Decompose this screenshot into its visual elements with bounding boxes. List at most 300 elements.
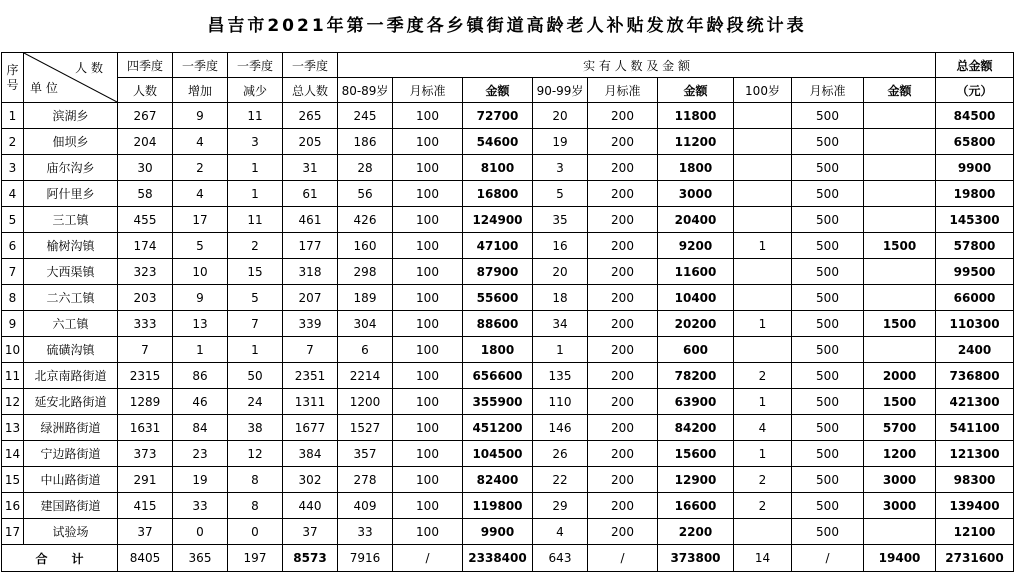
- cell-m90: 11600: [658, 259, 734, 285]
- cell-s100: 500: [792, 389, 864, 415]
- cell-s100: 500: [792, 337, 864, 363]
- cell-a100: [734, 207, 792, 233]
- cell-s90: 200: [588, 129, 658, 155]
- table-row: [2, 467, 1014, 493]
- cell-sum: 139400: [936, 493, 1014, 519]
- cell-sum: 541100: [936, 415, 1014, 441]
- cell-unit: 北京南路街道: [24, 363, 118, 389]
- cell-a80: 245: [338, 103, 393, 129]
- cell-a100: 2: [734, 363, 792, 389]
- cell-s100: 500: [792, 285, 864, 311]
- cell-add: 5: [173, 233, 228, 259]
- cell-a90: 18: [533, 285, 588, 311]
- q4-header: 四季度: [118, 53, 173, 78]
- total-row: [2, 545, 1014, 572]
- cell-a90: 29: [533, 493, 588, 519]
- total-cell-a80: 7916: [338, 545, 393, 572]
- cell-s100: 500: [792, 129, 864, 155]
- table-row: [2, 103, 1014, 129]
- cell-s90: 200: [588, 363, 658, 389]
- cell-m90: 20200: [658, 311, 734, 337]
- total-cell-a100: 14: [734, 545, 792, 572]
- cell-m100: 3000: [864, 493, 936, 519]
- total-cell-a90: 643: [533, 545, 588, 572]
- cell-dec: 24: [228, 389, 283, 415]
- cell-s90: 200: [588, 285, 658, 311]
- total-cell-add: 365: [173, 545, 228, 572]
- table-row: [2, 259, 1014, 285]
- cell-total: 37: [283, 519, 338, 545]
- cell-add: 2: [173, 155, 228, 181]
- cell-a100: 1: [734, 441, 792, 467]
- cell-dec: 1: [228, 155, 283, 181]
- cell-m80: 55600: [463, 285, 533, 311]
- cell-m100: 3000: [864, 467, 936, 493]
- q4-subheader: 人数: [118, 78, 173, 103]
- cell-s80: 100: [393, 441, 463, 467]
- total-cell-dec: 197: [228, 545, 283, 572]
- cell-dec: 15: [228, 259, 283, 285]
- cell-s90: 200: [588, 233, 658, 259]
- header-row-1: [2, 53, 1014, 78]
- cell-seq: 6: [2, 233, 24, 259]
- cell-s100: 500: [792, 181, 864, 207]
- cell-m90: 1800: [658, 155, 734, 181]
- cell-m90: 3000: [658, 181, 734, 207]
- cell-add: 4: [173, 181, 228, 207]
- total-cell-q4: 8405: [118, 545, 173, 572]
- cell-m80: 47100: [463, 233, 533, 259]
- cell-s90: 200: [588, 441, 658, 467]
- total-cell-s100: /: [792, 545, 864, 572]
- table-row: [2, 207, 1014, 233]
- add-header: 一季度: [173, 53, 228, 78]
- add-subheader: 增加: [173, 78, 228, 103]
- cell-add: 4: [173, 129, 228, 155]
- cell-dec: 5: [228, 285, 283, 311]
- cell-m80: 9900: [463, 519, 533, 545]
- total-cell-total: 8573: [283, 545, 338, 572]
- cell-a90: 4: [533, 519, 588, 545]
- table-row: [2, 311, 1014, 337]
- cell-q4: 58: [118, 181, 173, 207]
- cell-a100: 2: [734, 467, 792, 493]
- cell-unit: 硫磺沟镇: [24, 337, 118, 363]
- cell-s80: 100: [393, 337, 463, 363]
- cell-q4: 174: [118, 233, 173, 259]
- table-row: [2, 363, 1014, 389]
- cell-total: 265: [283, 103, 338, 129]
- cell-s80: 100: [393, 493, 463, 519]
- cell-unit: 阿什里乡: [24, 181, 118, 207]
- cell-total: 440: [283, 493, 338, 519]
- cell-seq: 9: [2, 311, 24, 337]
- cell-a80: 304: [338, 311, 393, 337]
- cell-s90: 200: [588, 259, 658, 285]
- cell-a90: 135: [533, 363, 588, 389]
- cell-sum: 57800: [936, 233, 1014, 259]
- cell-total: 61: [283, 181, 338, 207]
- cell-add: 46: [173, 389, 228, 415]
- cell-a80: 189: [338, 285, 393, 311]
- cell-sum: 65800: [936, 129, 1014, 155]
- cell-m100: 1500: [864, 233, 936, 259]
- cell-seq: 5: [2, 207, 24, 233]
- cell-q4: 7: [118, 337, 173, 363]
- cell-sum: 19800: [936, 181, 1014, 207]
- cell-m100: 1200: [864, 441, 936, 467]
- cell-s90: 200: [588, 207, 658, 233]
- cell-a90: 34: [533, 311, 588, 337]
- cell-sum: 12100: [936, 519, 1014, 545]
- cell-s100: 500: [792, 363, 864, 389]
- dec-subheader: 减少: [228, 78, 283, 103]
- cell-m90: 78200: [658, 363, 734, 389]
- cell-q4: 415: [118, 493, 173, 519]
- cell-s80: 100: [393, 103, 463, 129]
- cell-unit: 延安北路街道: [24, 389, 118, 415]
- cell-sum: 99500: [936, 259, 1014, 285]
- cell-a90: 110: [533, 389, 588, 415]
- cell-add: 13: [173, 311, 228, 337]
- cell-sum: 84500: [936, 103, 1014, 129]
- cell-q4: 2315: [118, 363, 173, 389]
- cell-s80: 100: [393, 363, 463, 389]
- cell-s90: 200: [588, 311, 658, 337]
- cell-s80: 100: [393, 415, 463, 441]
- cell-a80: 2214: [338, 363, 393, 389]
- cell-a80: 409: [338, 493, 393, 519]
- cell-s100: 500: [792, 259, 864, 285]
- cell-unit: 六工镇: [24, 311, 118, 337]
- cell-dec: 38: [228, 415, 283, 441]
- cell-s80: 100: [393, 155, 463, 181]
- cell-sum: 121300: [936, 441, 1014, 467]
- cell-s90: 200: [588, 519, 658, 545]
- table-row: [2, 285, 1014, 311]
- cell-q4: 204: [118, 129, 173, 155]
- cell-m90: 84200: [658, 415, 734, 441]
- cell-a100: [734, 285, 792, 311]
- total-cell-m90: 373800: [658, 545, 734, 572]
- header-row-2: [2, 78, 1014, 103]
- cell-seq: 4: [2, 181, 24, 207]
- cell-total: 1311: [283, 389, 338, 415]
- cell-unit: 宁边路街道: [24, 441, 118, 467]
- cell-q4: 333: [118, 311, 173, 337]
- cell-a90: 3: [533, 155, 588, 181]
- cell-a90: 26: [533, 441, 588, 467]
- cell-m80: 451200: [463, 415, 533, 441]
- sub-header-80: 80-89岁: [338, 78, 393, 103]
- cell-a90: 5: [533, 181, 588, 207]
- cell-unit: 绿洲路街道: [24, 415, 118, 441]
- cell-m80: 8100: [463, 155, 533, 181]
- cell-add: 84: [173, 415, 228, 441]
- cell-q4: 373: [118, 441, 173, 467]
- diag-bottom-label: 单 位: [30, 81, 58, 95]
- cell-m90: 9200: [658, 233, 734, 259]
- cell-total: 207: [283, 285, 338, 311]
- diagonal-header: [24, 53, 118, 103]
- cell-a100: [734, 155, 792, 181]
- cell-sum: 2400: [936, 337, 1014, 363]
- cell-m100: [864, 181, 936, 207]
- cell-a100: [734, 519, 792, 545]
- cell-m100: 1500: [864, 389, 936, 415]
- cell-unit: 试验场: [24, 519, 118, 545]
- cell-sum: 110300: [936, 311, 1014, 337]
- cell-s100: 500: [792, 467, 864, 493]
- cell-a80: 56: [338, 181, 393, 207]
- cell-unit: 大西渠镇: [24, 259, 118, 285]
- table-row: [2, 389, 1014, 415]
- cell-m90: 63900: [658, 389, 734, 415]
- cell-m80: 656600: [463, 363, 533, 389]
- cell-a100: [734, 129, 792, 155]
- cell-s80: 100: [393, 467, 463, 493]
- sub-header-100: 100岁: [734, 78, 792, 103]
- cell-q4: 323: [118, 259, 173, 285]
- cell-m90: 12900: [658, 467, 734, 493]
- cell-seq: 15: [2, 467, 24, 493]
- cell-sum: 9900: [936, 155, 1014, 181]
- cell-unit: 榆树沟镇: [24, 233, 118, 259]
- cell-q4: 37: [118, 519, 173, 545]
- cell-a80: 186: [338, 129, 393, 155]
- cell-a80: 298: [338, 259, 393, 285]
- cell-sum: 421300: [936, 389, 1014, 415]
- cell-s90: 200: [588, 181, 658, 207]
- cell-dec: 12: [228, 441, 283, 467]
- cell-seq: 7: [2, 259, 24, 285]
- cell-dec: 11: [228, 207, 283, 233]
- cell-dec: 3: [228, 129, 283, 155]
- cell-a90: 20: [533, 259, 588, 285]
- total-cell-s80: /: [393, 545, 463, 572]
- cell-s100: 500: [792, 155, 864, 181]
- cell-q4: 455: [118, 207, 173, 233]
- sub-header-amt90: 金额: [658, 78, 734, 103]
- sub-header-std80: 月标准: [393, 78, 463, 103]
- cell-m80: 1800: [463, 337, 533, 363]
- cell-q4: 267: [118, 103, 173, 129]
- cell-dec: 7: [228, 311, 283, 337]
- cell-s80: 100: [393, 129, 463, 155]
- table-row: [2, 519, 1014, 545]
- cell-total: 302: [283, 467, 338, 493]
- total-header: 一季度: [283, 53, 338, 78]
- cell-m100: [864, 129, 936, 155]
- cell-m100: [864, 337, 936, 363]
- cell-q4: 291: [118, 467, 173, 493]
- cell-seq: 14: [2, 441, 24, 467]
- diag-top-label: 人 数: [75, 61, 103, 75]
- cell-dec: 1: [228, 181, 283, 207]
- total-cell-m80: 2338400: [463, 545, 533, 572]
- cell-m100: 5700: [864, 415, 936, 441]
- cell-a90: 1: [533, 337, 588, 363]
- cell-m80: 16800: [463, 181, 533, 207]
- cell-add: 9: [173, 285, 228, 311]
- cell-s80: 100: [393, 519, 463, 545]
- cell-m80: 104500: [463, 441, 533, 467]
- table-row: [2, 337, 1014, 363]
- cell-s80: 100: [393, 181, 463, 207]
- cell-s80: 100: [393, 259, 463, 285]
- cell-s100: 500: [792, 441, 864, 467]
- cell-a100: 1: [734, 233, 792, 259]
- cell-add: 9: [173, 103, 228, 129]
- total-cell-sum: 2731600: [936, 545, 1014, 572]
- cell-m90: 11800: [658, 103, 734, 129]
- cell-total: 7: [283, 337, 338, 363]
- table-row: [2, 129, 1014, 155]
- cell-m80: 87900: [463, 259, 533, 285]
- cell-total: 2351: [283, 363, 338, 389]
- cell-m80: 124900: [463, 207, 533, 233]
- cell-s80: 100: [393, 233, 463, 259]
- cell-unit: 滨湖乡: [24, 103, 118, 129]
- cell-a90: 22: [533, 467, 588, 493]
- dec-header: 一季度: [228, 53, 283, 78]
- cell-seq: 11: [2, 363, 24, 389]
- cell-m100: [864, 519, 936, 545]
- cell-add: 0: [173, 519, 228, 545]
- cell-m80: 72700: [463, 103, 533, 129]
- cell-unit: 二六工镇: [24, 285, 118, 311]
- cell-add: 23: [173, 441, 228, 467]
- cell-a80: 33: [338, 519, 393, 545]
- cell-s80: 100: [393, 285, 463, 311]
- table-row: [2, 415, 1014, 441]
- cell-m100: [864, 259, 936, 285]
- cell-s90: 200: [588, 103, 658, 129]
- cell-m90: 2200: [658, 519, 734, 545]
- cell-m90: 15600: [658, 441, 734, 467]
- cell-m100: 1500: [864, 311, 936, 337]
- cell-q4: 30: [118, 155, 173, 181]
- cell-m100: [864, 285, 936, 311]
- cell-a100: [734, 337, 792, 363]
- cell-m90: 600: [658, 337, 734, 363]
- cell-add: 17: [173, 207, 228, 233]
- cell-m80: 88600: [463, 311, 533, 337]
- cell-a100: [734, 181, 792, 207]
- cell-total: 318: [283, 259, 338, 285]
- cell-a80: 6: [338, 337, 393, 363]
- cell-dec: 2: [228, 233, 283, 259]
- cell-m80: 54600: [463, 129, 533, 155]
- cell-m100: [864, 207, 936, 233]
- cell-s100: 500: [792, 519, 864, 545]
- cell-total: 31: [283, 155, 338, 181]
- sub-header-std90: 月标准: [588, 78, 658, 103]
- page-title: 昌吉市2021年第一季度各乡镇街道高龄老人补贴发放年龄段统计表: [207, 16, 807, 36]
- cell-s80: 100: [393, 389, 463, 415]
- sub-header-amt80: 金额: [463, 78, 533, 103]
- total-cell-s90: /: [588, 545, 658, 572]
- cell-seq: 3: [2, 155, 24, 181]
- cell-q4: 1631: [118, 415, 173, 441]
- cell-a80: 28: [338, 155, 393, 181]
- cell-unit: 三工镇: [24, 207, 118, 233]
- cell-m80: 355900: [463, 389, 533, 415]
- sum-subheader: （元）: [936, 78, 1014, 103]
- cell-m90: 20400: [658, 207, 734, 233]
- cell-s80: 100: [393, 311, 463, 337]
- seq-header: 序 号: [2, 53, 24, 103]
- cell-a80: 1527: [338, 415, 393, 441]
- cell-s100: 500: [792, 415, 864, 441]
- cell-total: 177: [283, 233, 338, 259]
- cell-q4: 1289: [118, 389, 173, 415]
- cell-dec: 50: [228, 363, 283, 389]
- cell-s90: 200: [588, 467, 658, 493]
- cell-seq: 1: [2, 103, 24, 129]
- table-row: [2, 233, 1014, 259]
- cell-seq: 17: [2, 519, 24, 545]
- cell-s80: 100: [393, 207, 463, 233]
- cell-total: 384: [283, 441, 338, 467]
- cell-seq: 2: [2, 129, 24, 155]
- cell-s100: 500: [792, 311, 864, 337]
- cell-sum: 98300: [936, 467, 1014, 493]
- cell-a90: 19: [533, 129, 588, 155]
- cell-a90: 146: [533, 415, 588, 441]
- actual-header: 实 有 人 数 及 金 额: [338, 53, 936, 78]
- cell-add: 19: [173, 467, 228, 493]
- total-subheader: 总人数: [283, 78, 338, 103]
- cell-unit: 建国路街道: [24, 493, 118, 519]
- cell-s100: 500: [792, 233, 864, 259]
- cell-seq: 13: [2, 415, 24, 441]
- cell-a100: 4: [734, 415, 792, 441]
- cell-dec: 8: [228, 493, 283, 519]
- table-row: [2, 181, 1014, 207]
- cell-s100: 500: [792, 493, 864, 519]
- cell-a100: [734, 259, 792, 285]
- cell-dec: 11: [228, 103, 283, 129]
- cell-a80: 1200: [338, 389, 393, 415]
- cell-total: 339: [283, 311, 338, 337]
- cell-seq: 10: [2, 337, 24, 363]
- total-cell-m100: 19400: [864, 545, 936, 572]
- cell-seq: 12: [2, 389, 24, 415]
- table-row: [2, 493, 1014, 519]
- cell-add: 33: [173, 493, 228, 519]
- cell-a90: 35: [533, 207, 588, 233]
- cell-s90: 200: [588, 337, 658, 363]
- subsidy-table: [1, 52, 1014, 572]
- cell-sum: 736800: [936, 363, 1014, 389]
- cell-a100: 1: [734, 311, 792, 337]
- cell-s90: 200: [588, 415, 658, 441]
- cell-s90: 200: [588, 493, 658, 519]
- cell-a90: 20: [533, 103, 588, 129]
- cell-q4: 203: [118, 285, 173, 311]
- cell-sum: 66000: [936, 285, 1014, 311]
- cell-total: 1677: [283, 415, 338, 441]
- sub-header-90: 90-99岁: [533, 78, 588, 103]
- cell-a80: 278: [338, 467, 393, 493]
- cell-s100: 500: [792, 103, 864, 129]
- cell-add: 10: [173, 259, 228, 285]
- cell-sum: 145300: [936, 207, 1014, 233]
- cell-add: 1: [173, 337, 228, 363]
- cell-a100: 2: [734, 493, 792, 519]
- cell-dec: 8: [228, 467, 283, 493]
